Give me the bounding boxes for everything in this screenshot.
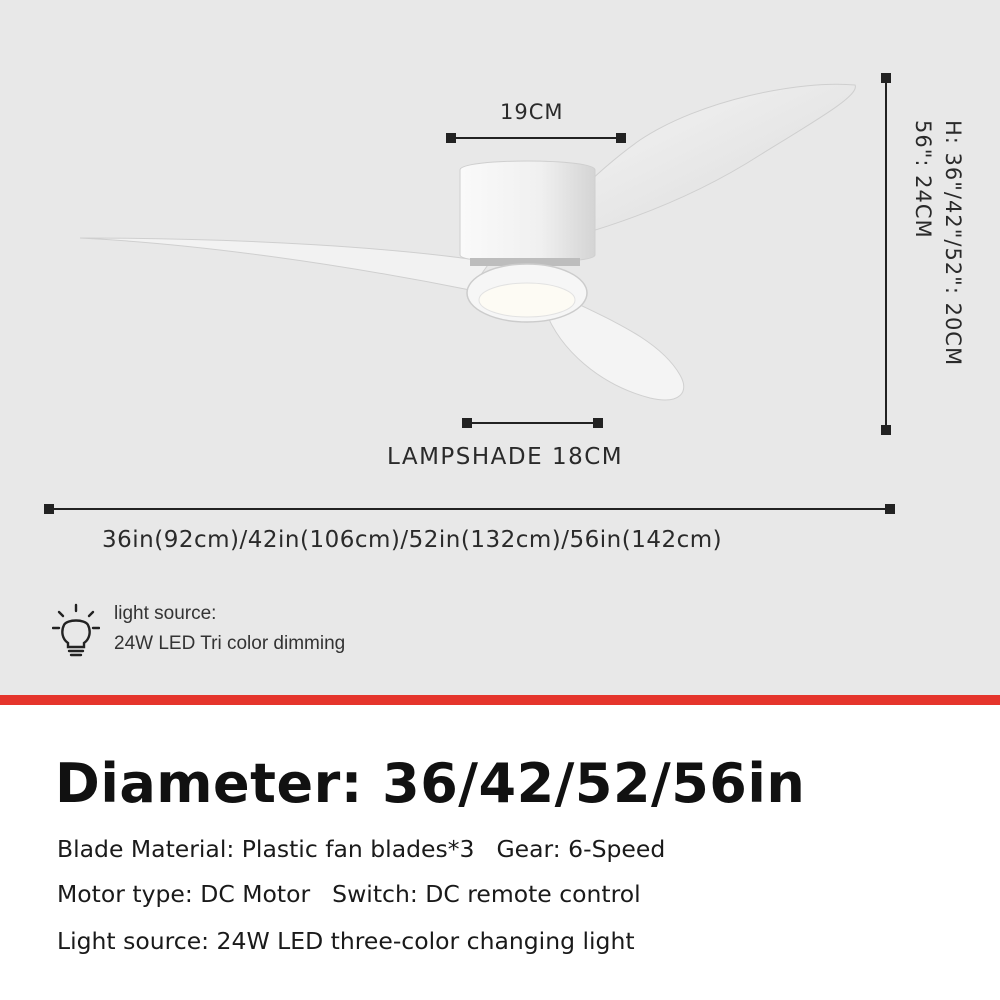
top-width-dimension-line — [446, 133, 626, 143]
light-source-value: 24W LED Tri color dimming — [114, 633, 346, 654]
lampshade-label: LAMPSHADE 18CM — [387, 444, 624, 470]
spec-gear: Gear: 6-Speed — [496, 835, 666, 863]
light-source-label: light source: — [114, 603, 217, 624]
spec-motor: Motor type: DC Motor — [57, 880, 311, 908]
height-labels — [905, 120, 965, 410]
spec-row-light — [57, 927, 635, 955]
diameter-options-label: 36in(92cm)/42in(106cm)/52in(132cm)/56in(142cm) — [102, 527, 723, 553]
spec-row-blade-gear — [57, 835, 665, 863]
height-label-1: H: 36"/42"/52": 20CM — [941, 120, 965, 367]
spec-row-motor-switch — [57, 880, 641, 908]
lampshade-dimension-line — [462, 418, 603, 428]
height-label-2: 56": 24CM — [911, 120, 935, 239]
spec-switch: Switch: DC remote control — [332, 880, 641, 908]
spec-blade-material: Blade Material: Plastic fan blades*3 — [57, 835, 475, 863]
diameter-dimension-line — [44, 504, 895, 514]
fan-blade-left — [80, 238, 490, 290]
led-light — [479, 283, 575, 317]
top-width-label: 19CM — [500, 100, 564, 124]
spec-light-source: Light source: 24W LED three-color changing light — [57, 927, 635, 955]
accent-divider — [0, 695, 1000, 705]
height-dimension-line — [881, 73, 891, 435]
diameter-heading: Diameter: 36/42/52/56in — [55, 752, 806, 815]
motor-housing — [460, 161, 595, 263]
light-bulb-icon — [52, 603, 100, 659]
